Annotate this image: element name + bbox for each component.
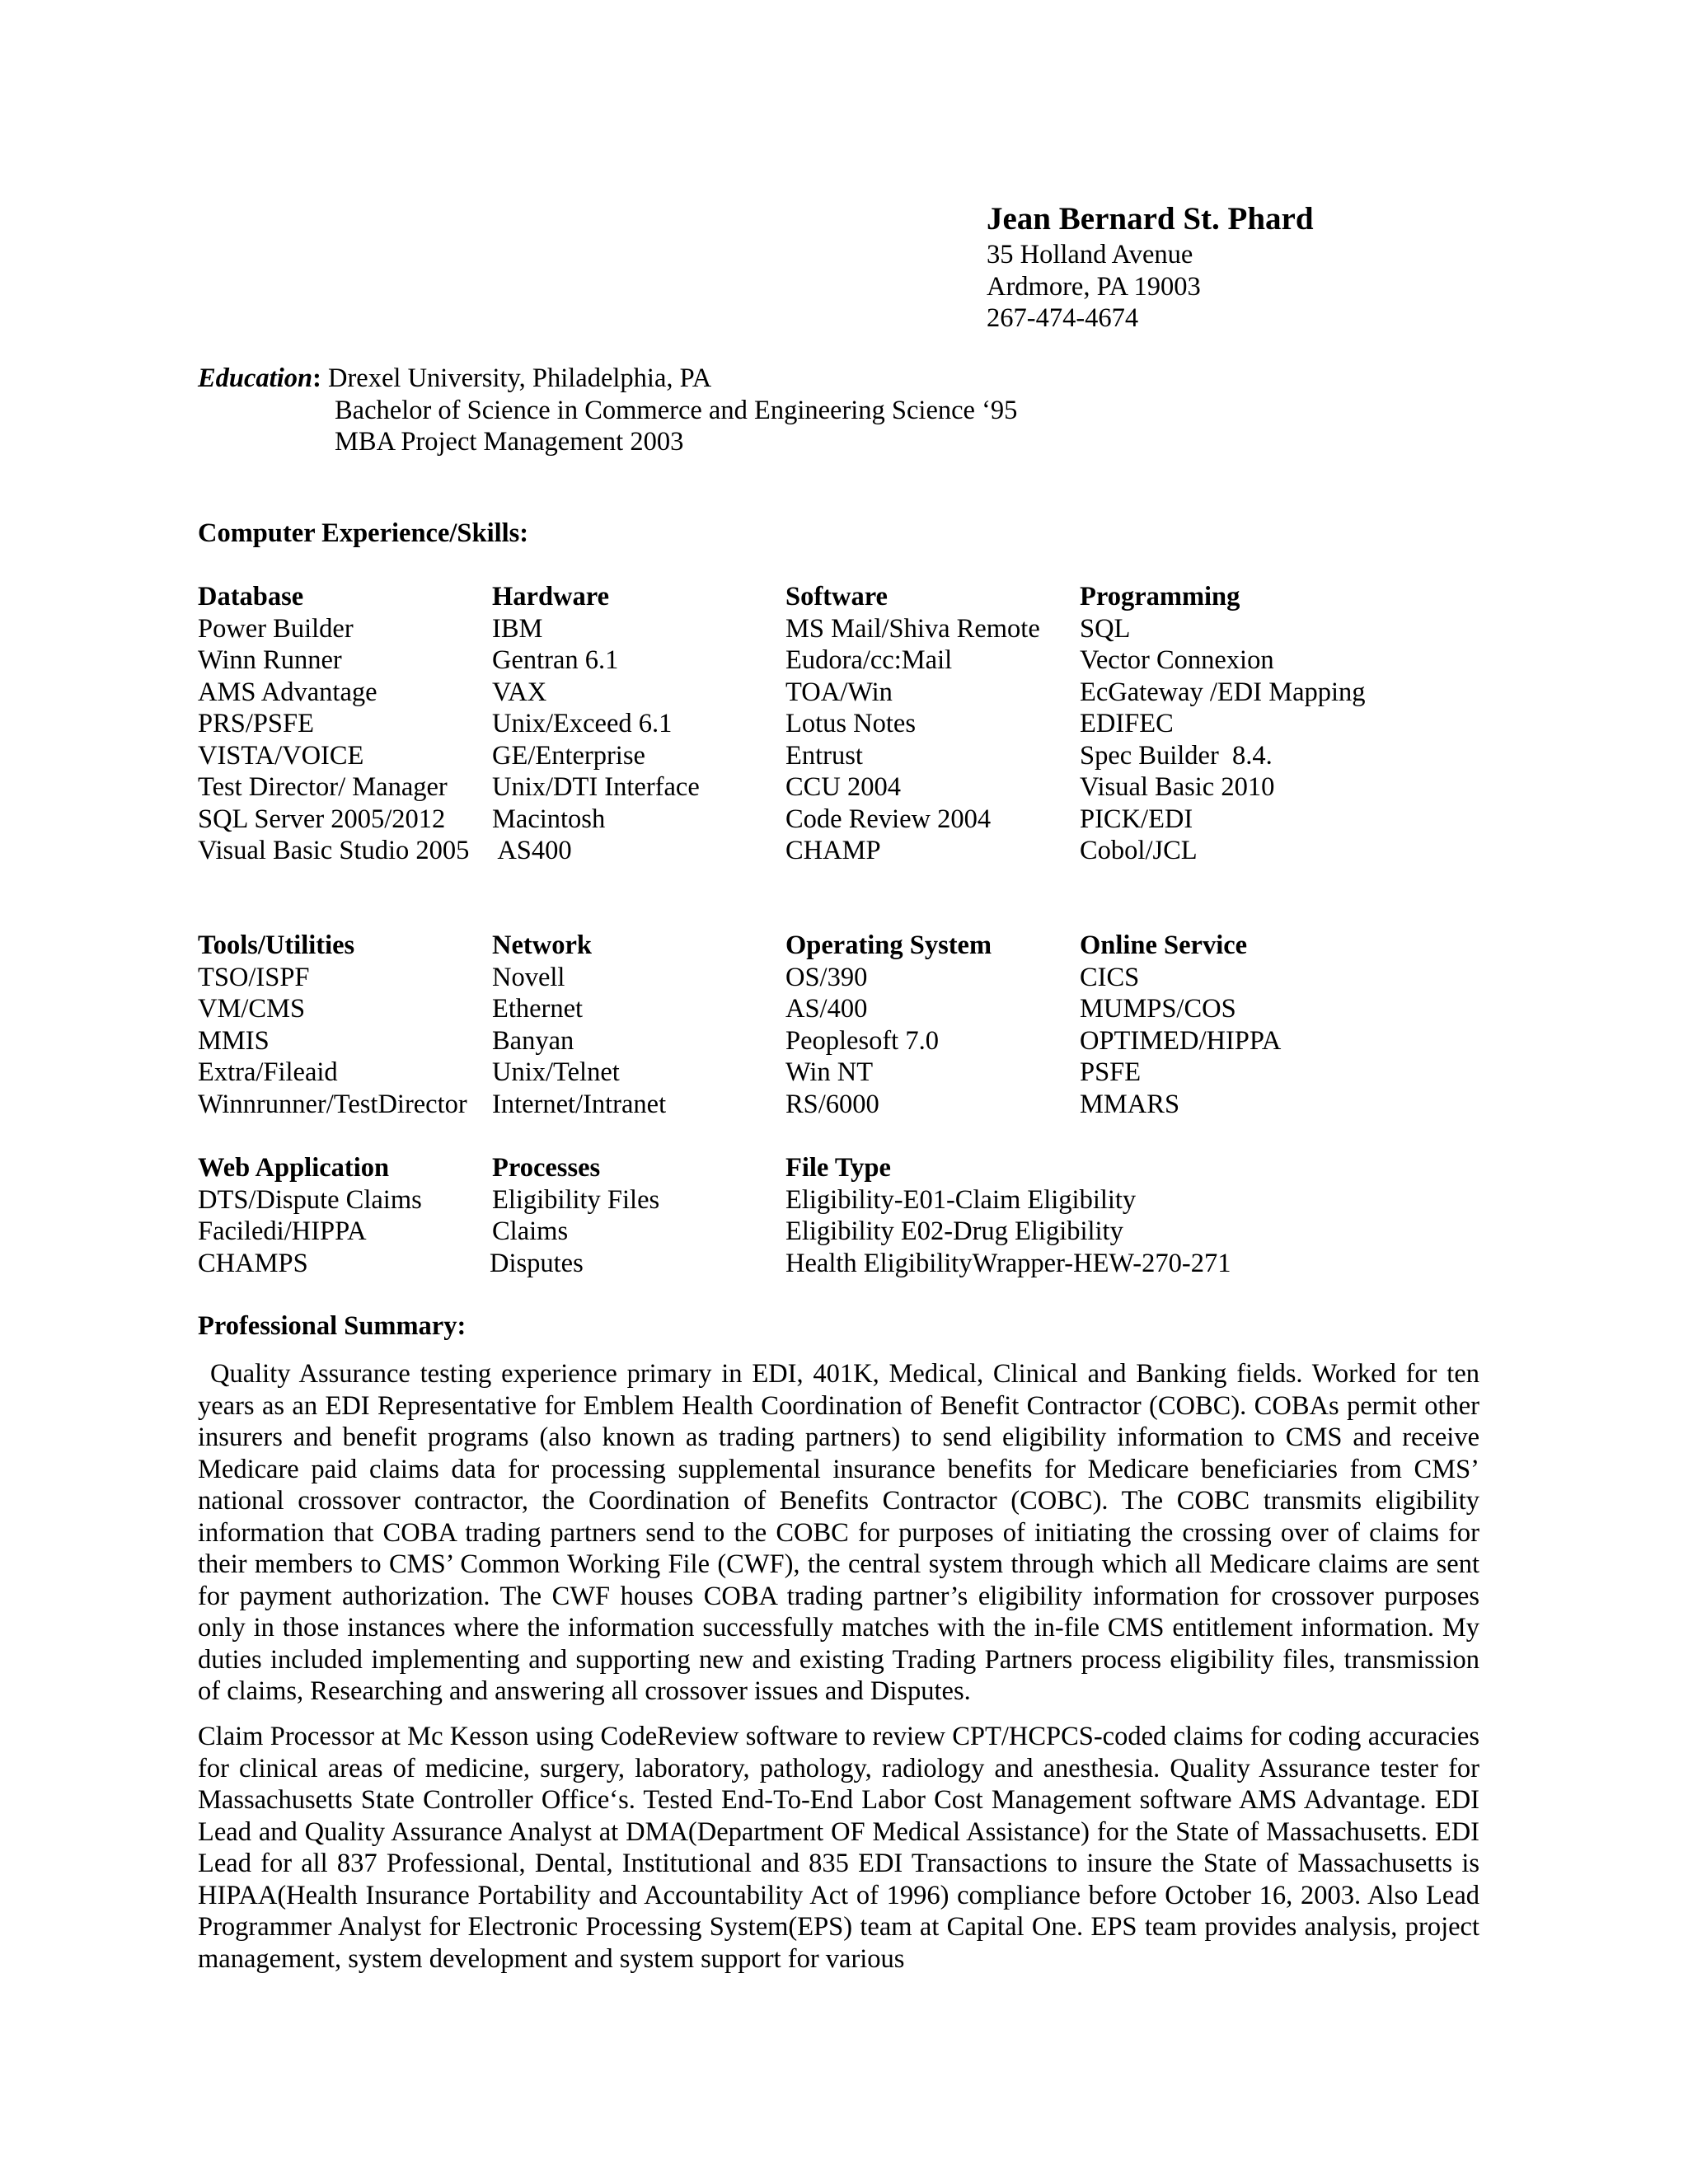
skill-item: Test Director/ Manager	[198, 772, 448, 802]
skill-column-title: File Type	[785, 1153, 891, 1183]
address-line-1: 35 Holland Avenue	[987, 240, 1193, 269]
skill-item: Visual Basic 2010	[1080, 772, 1275, 802]
skill-item: EcGateway /EDI Mapping	[1080, 677, 1366, 707]
candidate-name: Jean Bernard St. Phard	[987, 201, 1314, 237]
skill-item: Eligibility E02-Drug Eligibility	[785, 1216, 1123, 1246]
skill-item: MMIS	[198, 1025, 270, 1056]
summary-paragraph-1: Quality Assurance testing experience primary in EDI, 401K, Medical, Clinical and Banking fields. Worked for ten years as an EDI Representative for Emblem Health Coordination of Benefit Contractor (COBC). COBAs permit other insurers and benefit programs (also known as trading partners) to send eligibility information to CMS and receive Medicare paid claims data for processing supplemental insurance benefits for Medicare beneficiaries from CMS’ national crossover contractor, the Coordination of Benefits Contractor (COBC). The COBC transmits eligibility information that COBA trading partners send to the COBC for purposes of initiating the crossing over of claims for their members to CMS’ Common Working File (CWF), the central system through which all Medicare claims are sent for payment authorization. The CWF houses COBA trading partner’s eligibility information for crossover purposes only in those instances where the information successfully matches with the in-file CMS entitlement information. My duties included implementing and supporting new and existing Trading Partners process eligibility files, transmission of claims, Researching and answering all crossover issues and Disputes.	[198, 1359, 1479, 1706]
skill-item: Unix/DTI Interface	[492, 772, 700, 802]
education-degree-2: MBA Project Management 2003	[335, 427, 684, 457]
skill-item: Entrust	[785, 740, 863, 771]
skill-column-title: Software	[785, 582, 888, 612]
skill-column-tools	[198, 930, 467, 1120]
skill-column-web-application	[198, 1152, 422, 1279]
skill-column-online-service	[1080, 930, 1281, 1120]
skill-item: Eudora/cc:Mail	[785, 645, 953, 675]
skill-item: TSO/ISPF	[198, 962, 310, 992]
skill-item: OPTIMED/HIPPA	[1080, 1025, 1282, 1056]
skill-item: Lotus Notes	[785, 709, 916, 738]
skill-item: Eligibility Files	[492, 1184, 660, 1215]
skill-item: MUMPS/COS	[1080, 994, 1236, 1024]
skill-item: PSFE	[1080, 1057, 1142, 1087]
skill-item: OS/390	[785, 962, 868, 992]
skill-item: Faciledi/HIPPA	[198, 1216, 367, 1246]
skill-item: AMS Advantage	[198, 677, 377, 707]
education-section	[198, 363, 1517, 458]
skill-item: Internet/Intranet	[492, 1089, 667, 1119]
skill-column-programming	[1080, 581, 1366, 867]
skill-item: Eligibility-E01-Claim Eligibility	[785, 1184, 1137, 1215]
skill-item: CICS	[1080, 962, 1140, 992]
skill-item: Gentran 6.1	[492, 645, 619, 675]
skill-column-title: Network	[492, 930, 592, 960]
education-degree-1: Bachelor of Science in Commerce and Engineering Science ‘95	[335, 395, 1018, 425]
skill-column-network	[492, 930, 666, 1120]
skill-item: MS Mail/Shiva Remote	[785, 613, 1040, 644]
skill-column-file-type	[785, 1152, 1231, 1279]
skill-item: Macintosh	[492, 804, 606, 834]
phone-number: 267-474-4674	[987, 303, 1139, 333]
skill-item: Winn Runner	[198, 645, 342, 675]
skill-column-title: Online Service	[1080, 930, 1248, 960]
skill-item: Ethernet	[492, 994, 584, 1024]
skills-heading: Computer Experience/Skills:	[198, 518, 529, 548]
skill-column-hardware	[492, 581, 700, 867]
skill-item: Disputes	[490, 1248, 584, 1278]
skill-item: MMARS	[1080, 1089, 1180, 1119]
skill-item: PICK/EDI	[1080, 804, 1193, 834]
skill-item: PRS/PSFE	[198, 709, 314, 738]
skill-item: Unix/Exceed 6.1	[492, 709, 673, 738]
skill-item: AS400	[492, 836, 572, 865]
skill-column-title: Database	[198, 582, 304, 612]
skill-column-title: Hardware	[492, 582, 610, 612]
skill-item: Unix/Telnet	[492, 1057, 620, 1087]
skill-item: Cobol/JCL	[1080, 836, 1198, 865]
skill-item: Vector Connexion	[1080, 645, 1274, 675]
address-line-2: Ardmore, PA 19003	[987, 271, 1201, 302]
skill-item: Health EligibilityWrapper-HEW-270-271	[785, 1248, 1231, 1278]
skill-column-software	[785, 581, 1040, 867]
skill-item: SQL Server 2005/2012	[198, 804, 446, 834]
skill-item: Win NT	[785, 1057, 874, 1087]
summary-heading: Professional Summary:	[198, 1311, 467, 1341]
skill-item: GE/Enterprise	[492, 740, 645, 771]
skill-item: IBM	[492, 613, 543, 644]
skill-item: CHAMP	[785, 836, 881, 865]
skill-item: Claims	[492, 1216, 569, 1246]
contact-header	[987, 200, 1646, 335]
skill-item: Code Review 2004	[785, 804, 992, 834]
skill-item: VISTA/VOICE	[198, 740, 364, 771]
skill-item: CHAMPS	[198, 1248, 308, 1278]
summary-paragraph-2: Claim Processor at Mc Kesson using CodeReview software to review CPT/HCPCS-coded claims for coding accuracies for clinical areas of medicine, surgery, laboratory, pathology, radiology and anesthesia. Quality Assurance tester for Massachusetts State Controller Office‘s. Tested End-To-End Labor Cost Management software AMS Advantage. EDI Lead and Quality Assurance Analyst at DMA(Department OF Medical Assistance) for the State of Massachusetts. EDI Lead for all 837 Professional, Dental, Institutional and 835 EDI Transactions to insure the State of Massachusetts is HIPAA(Health Insurance Portability and Accountability Act of 1996) compliance before October 16, 2003. Also Lead Programmer Analyst for Electronic Processing System(EPS) team at Capital One. EPS team provides analysis, project management, system development and system support for various	[198, 1722, 1479, 1974]
skill-item: TOA/Win	[785, 677, 893, 707]
skill-item: Power Builder	[198, 613, 354, 644]
skill-column-title: Operating System	[785, 930, 992, 960]
skill-column-title: Tools/Utilities	[198, 930, 355, 960]
skill-item: AS/400	[785, 994, 868, 1024]
skill-item: Banyan	[492, 1025, 574, 1056]
skill-item: DTS/Dispute Claims	[198, 1184, 422, 1215]
skill-item: Spec Builder 8.4.	[1080, 740, 1273, 771]
skill-item: Winnrunner/TestDirector	[198, 1089, 467, 1119]
skill-item: VM/CMS	[198, 994, 306, 1024]
skill-column-title: Web Application	[198, 1153, 390, 1183]
skill-item: RS/6000	[785, 1089, 879, 1119]
skill-item: Visual Basic Studio 2005	[198, 836, 470, 865]
education-school-line: Education: Drexel University, Philadelphia, PA	[198, 363, 712, 393]
skill-item: Peoplesoft 7.0	[785, 1025, 939, 1056]
education-label: Education	[198, 363, 313, 393]
skill-column-processes	[492, 1152, 659, 1279]
skill-column-title: Programming	[1080, 582, 1240, 612]
education-school: Drexel University, Philadelphia, PA	[328, 363, 712, 393]
skill-item: EDIFEC	[1080, 709, 1174, 738]
skill-item: CCU 2004	[785, 772, 901, 802]
skill-column-title: Processes	[492, 1153, 601, 1183]
skill-column-database	[198, 581, 469, 867]
skill-item: Extra/Fileaid	[198, 1057, 338, 1087]
skill-item: Novell	[492, 962, 565, 992]
skill-item: SQL	[1080, 613, 1131, 644]
skill-item: VAX	[492, 677, 547, 707]
skill-column-operating-system	[785, 930, 992, 1120]
